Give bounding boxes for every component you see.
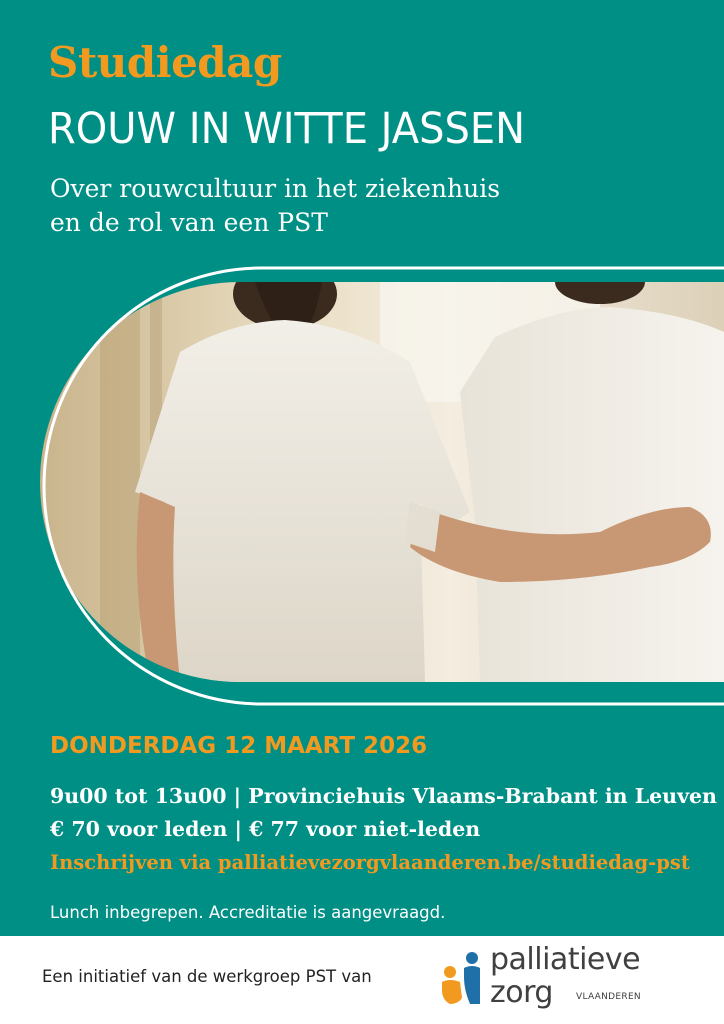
logo-word-vlaanderen: VLAANDEREN bbox=[576, 992, 641, 1002]
registration-link[interactable]: Inschrijven via palliatievezorgvlaanderen.be/studiedag-pst bbox=[50, 851, 690, 874]
eyebrow-title: Studiedag bbox=[48, 38, 282, 87]
logo-word-palliatieve: palliatieve bbox=[490, 942, 641, 977]
price: € 70 voor leden | € 77 voor niet-leden bbox=[50, 817, 481, 841]
subtitle-line-2: en de rol van een PST bbox=[50, 208, 328, 237]
time-location: 9u00 tot 13u00 | Provinciehuis Vlaams-Brabant in Leuven bbox=[50, 784, 717, 808]
palliatieve-zorg-logo-figures-icon bbox=[440, 950, 486, 1006]
lunch-note: Lunch inbegrepen. Accreditatie is aangevraagd. bbox=[50, 903, 446, 922]
subtitle-line-1: Over rouwcultuur in het ziekenhuis bbox=[50, 174, 501, 203]
initiative-text: Een initiatief van de werkgroep PST van bbox=[42, 967, 372, 986]
logo-word-zorg: zorg bbox=[490, 975, 553, 1010]
main-title: ROUW IN WITTE JASSEN bbox=[48, 104, 526, 154]
event-date: DONDERDAG 12 MAART 2026 bbox=[50, 733, 428, 759]
